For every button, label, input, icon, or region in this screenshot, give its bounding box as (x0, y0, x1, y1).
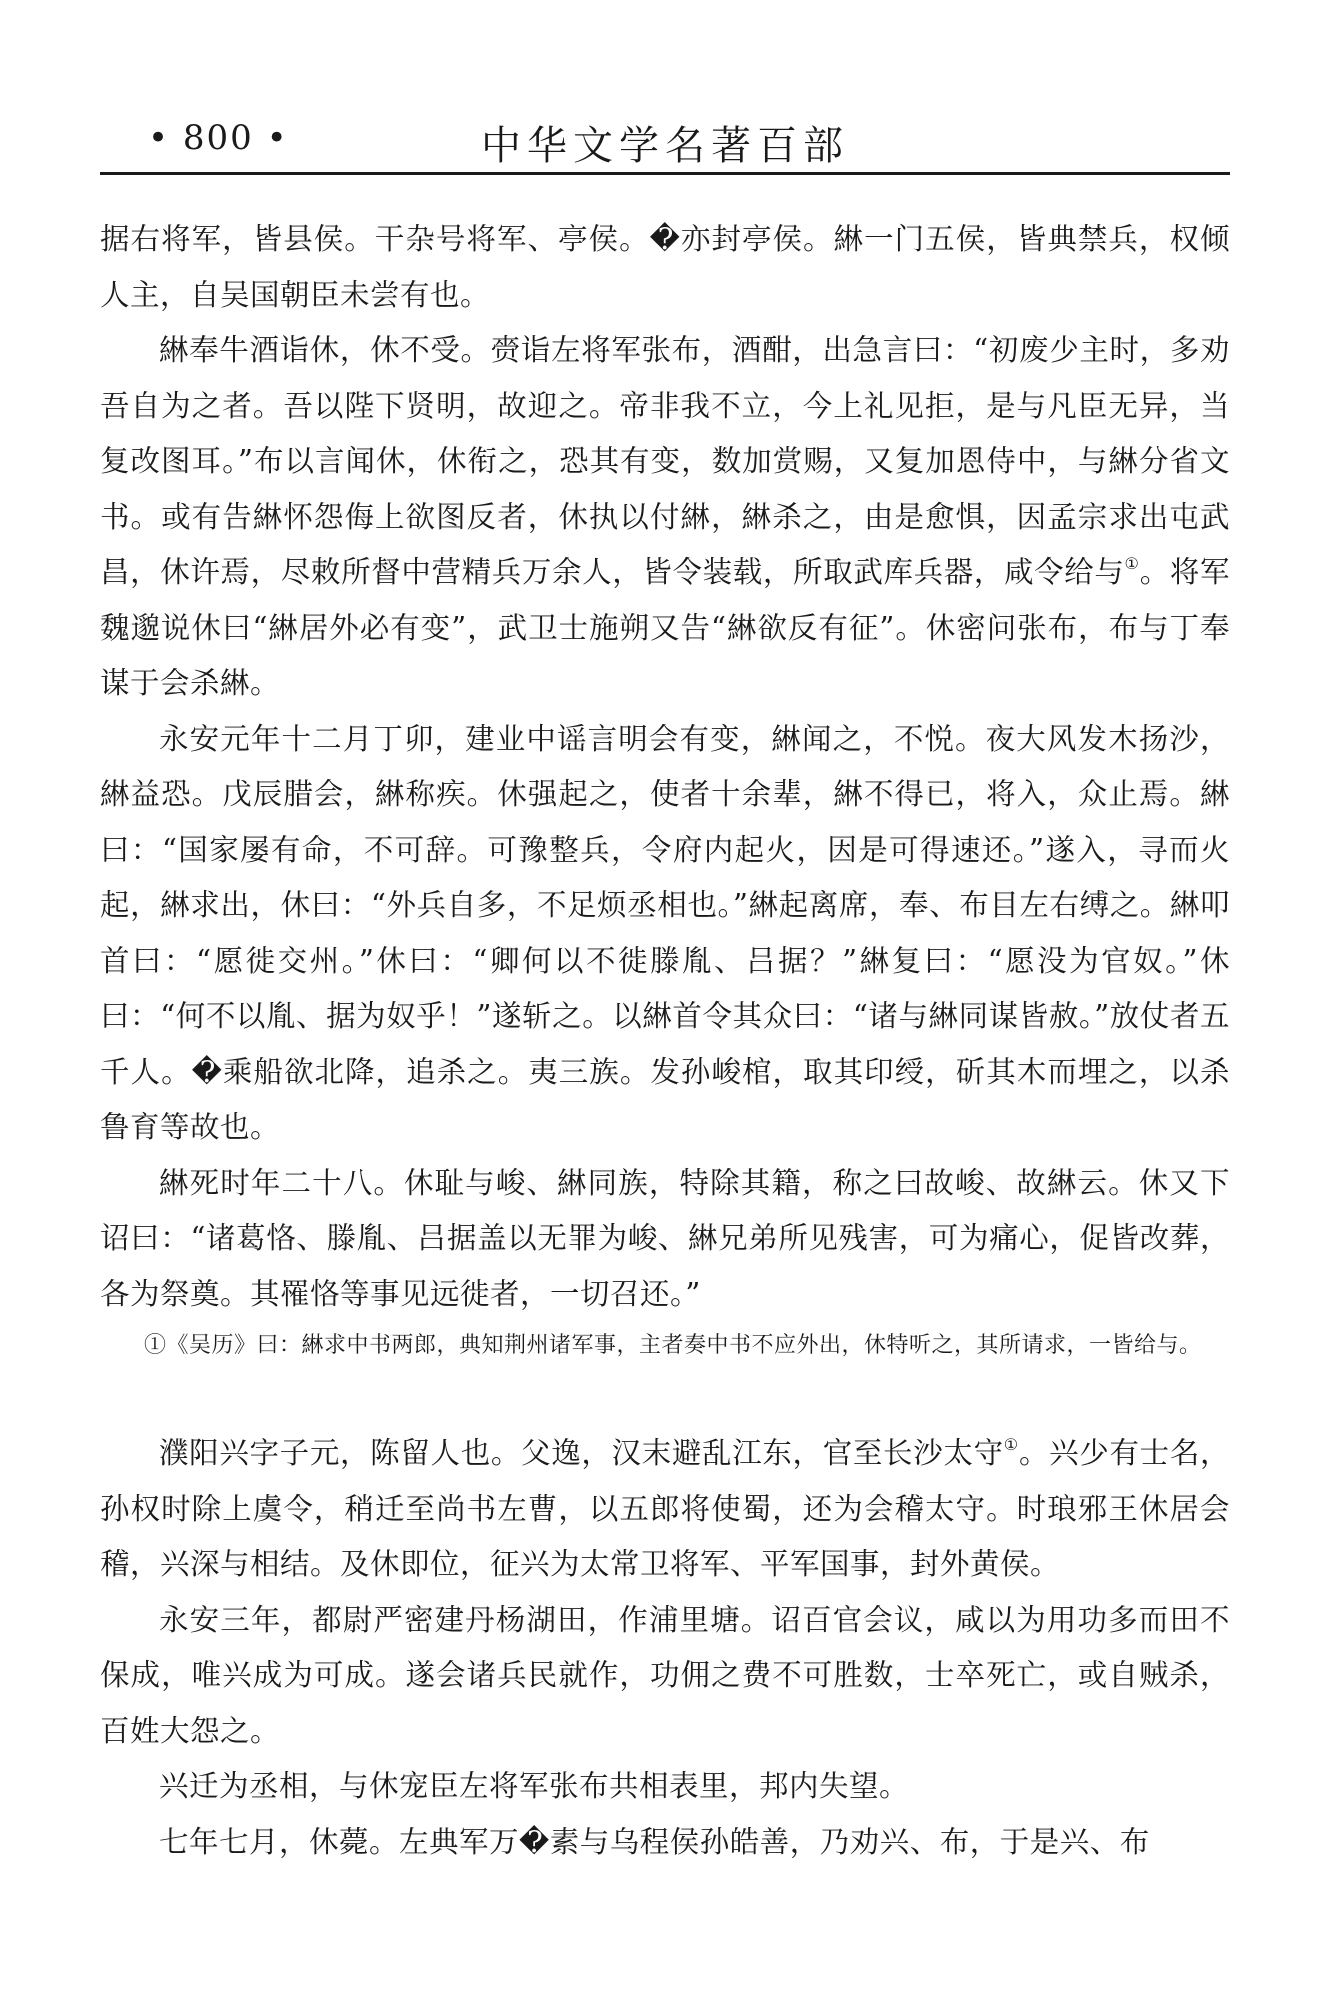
section2-paragraph-2: 永安三年，都尉严密建丹杨湖田，作浦里塘。诏百官会议，咸以为用功多而田不保成，唯兴成为可成。遂会诸兵民就作，功佣之费不可胜数，士卒死亡，或自贼杀，百姓大怨之。 (100, 1602, 1230, 1748)
paragraph-4: 綝死时年二十八。休耻与峻、綝同族，特除其籍，称之曰故峻、故綝云。休又下诏曰：“诸葛恪、滕胤、吕据盖以无罪为峻、綝兄弟所见残害，可为痛心，促皆改葬，各为祭奠。其罹恪等事见远徙者，一切召还。” (100, 1165, 1230, 1311)
section2-paragraph-1 (100, 1426, 1230, 1593)
paragraph-2 (100, 323, 1230, 712)
section-gap (100, 1368, 1230, 1426)
body-text (100, 212, 1230, 1870)
header-rule (100, 172, 1230, 175)
section2-intro-tail: 。兴少有士名，孙权时除上虞令，稍迁至尚书左曹，以五郎将使蜀，还为会稽太守。时琅邪王休居会稽，兴深与相结。及休即位，征兴为太常卫将军、平军国事，封外黄侯。 (100, 1436, 1230, 1581)
paragraph-1: 据右将军，皆县侯。干杂号将军、亭侯。�亦封亭侯。綝一门五侯，皆典禁兵，权倾人主，自吴国朝臣未尝有也。 (100, 222, 1230, 312)
section2-paragraph-4: 七年七月，休薨。左典军万�素与乌程侯孙皓善，乃劝兴、布，于是兴、布 (159, 1824, 1150, 1859)
paragraph-2-text: 綝奉牛酒诣休，休不受。赍诣左将军张布，酒酣，出急言曰：“初废少主时，多劝吾自为之者。吾以陛下贤明，故迎之。帝非我不立，今上礼见拒，是与凡臣无异，当复改图耳。”布以言闻休，休衔之，恐其有变，数加赏赐，又复加恩侍中，与綝分省文书。或有告綝怀怨侮上欲图反者，休执以付綝，綝杀之，由是愈惧，因孟宗求出屯武昌，休许焉，尽敕所督中营精兵万余人，皆令装载，所取武库兵器，咸令给与 (100, 333, 1230, 589)
page-number: • 800 • (148, 118, 289, 158)
section2-intro-head: 濮阳兴字子元，陈留人也。父逸，汉末避乱江东，官至长沙太守 (159, 1436, 1004, 1470)
paragraph-3: 永安元年十二月丁卯，建业中谣言明会有变，綝闻之，不悦。夜大风发木扬沙，綝益恐。戊辰腊会，綝称疾。休强起之，使者十余辈，綝不得已，将入，众止焉。綝曰：“国家屡有命，不可辞。可豫整兵，令府内起火，因是可得速还。”遂入，寻而火起，綝求出，休曰：“外兵自多，不足烦丞相也。”綝起离席，奉、布目左右缚之。綝叩首曰：“愿徙交州。”休曰：“卿何以不徙滕胤、吕据？”綝复曰：“愿没为官奴。”休曰：“何不以胤、据为奴乎！”遂斩之。以綝首令其众曰：“诸与綝同谋皆赦。”放仗者五千人。�乘船欲北降，追杀之。夷三族。发孙峻棺，取其印绶，斫其木而埋之，以杀鲁育等故也。 (100, 721, 1230, 1144)
footnote-marker: ① (1124, 554, 1140, 574)
page-header (100, 112, 1230, 176)
book-title: 中华文学名著百部 (481, 123, 849, 169)
section2-paragraph-3: 兴迁为丞相，与休宠臣左将军张布共相表里，邦内失望。 (159, 1769, 910, 1803)
footnote-block (100, 1324, 1230, 1368)
paragraph-2-tail: 。将军魏邈说休曰“綝居外必有变”，武卫士施朔又告“綝欲反有征”。休密问张布，布与丁奉谋于会杀綝。 (100, 555, 1230, 700)
footnote-1: ①《吴历》曰：綝求中书两郎，典知荆州诸军事，主者奏中书不应外出，休特听之，其所请求，一皆给与。 (144, 1333, 1202, 1358)
footnote-marker-2: ① (1003, 1435, 1019, 1455)
